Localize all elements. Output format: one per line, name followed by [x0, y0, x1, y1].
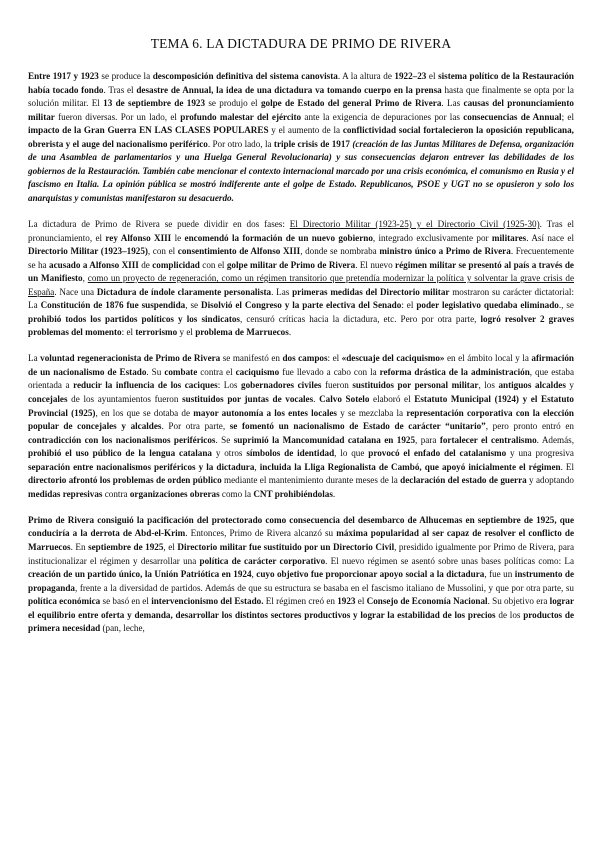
text-run: . Se [215, 434, 234, 445]
text-run: con el [199, 259, 227, 270]
text-run: , que estaba orientada a [28, 366, 575, 391]
text-run: «descuaje del caciquismo» [341, 353, 445, 364]
text-run: ., se [558, 300, 574, 311]
text-run: organizaciones obreras [129, 488, 220, 499]
text-run: se produjo el [205, 98, 261, 109]
text-run: como un proyecto de regeneración, como un régimen transitorio que pretendía modernizar la política y solventar la grave crisis de España [28, 273, 574, 297]
text-run: El régimen creó en [263, 596, 338, 607]
text-run: sustituidos por juntas de vocales [182, 394, 314, 405]
text-run: impacto de la Gran Guerra EN LAS CLASES POPULARES [28, 125, 269, 136]
text-run: La [28, 353, 41, 364]
text-run: . Entonces, Primo de Rivera alcanzó su [185, 528, 337, 539]
text-run: Dictadura de índole claramente personalista [96, 286, 272, 297]
document-body [28, 70, 574, 636]
text-run: afirmación de un nacionalismo de Estado [28, 353, 574, 377]
paragraph-3 [28, 352, 574, 501]
text-run: (creación de las Juntas Militares de Defensa, organización de una Asamblea de parlamentarios y una Huelga General Revolucionaria) [28, 138, 574, 163]
text-run: se produce la [98, 71, 153, 81]
text-run: dos campos [282, 353, 328, 364]
text-run: . Las [441, 98, 464, 109]
text-run: , integrado exclusivamente por [372, 232, 492, 243]
text-run: incluida la Lliga Regionalista de Cambó, que apoyó inicialmente el régimen [259, 461, 561, 472]
text-run: . El [560, 461, 575, 472]
text-run: . Por otro lado, la [207, 138, 274, 149]
text-run: ; el [561, 111, 574, 122]
text-run: , para [415, 434, 440, 445]
text-run: 13 de septiembre de 1923 [103, 98, 206, 109]
text-run: gobernadores civiles [241, 380, 322, 391]
text-run: , [82, 273, 88, 284]
text-run: septiembre de 1925 [88, 542, 164, 552]
text-run: profundo malestar del ejército [180, 111, 302, 122]
text-run: se manifestó en [220, 353, 283, 364]
text-run: ministro único a Primo de Rivera [379, 246, 511, 257]
text-run: representación corporativa con la elección popular de concejales y alcaldes [28, 407, 574, 432]
text-run: , los [478, 380, 499, 391]
text-run: Directorio militar fue sustituido por un Directorio Civil [177, 542, 395, 552]
text-run: acusado a Alfonso XIII [49, 259, 139, 270]
text-run: prohibió todos los partidos políticos y los sindicatos [28, 313, 240, 324]
text-run: , censuró críticas hacia la dictadura, etc. Pero por otra parte, [239, 313, 481, 324]
text-run: y una progresiva [506, 448, 574, 459]
text-run: medidas represivas [28, 488, 103, 499]
text-run: . Las [271, 286, 293, 297]
text-run: , en los que se dotaba de [95, 407, 194, 418]
text-run: . Su objetivo era [487, 596, 550, 607]
text-run: . Por otra parte, [161, 421, 230, 432]
text-run: suprimió [233, 434, 269, 445]
page-title: TEMA 6. LA DICTADURA DE PRIMO DE RIVERA [150, 36, 452, 51]
text-run: régimen militar se presentó al país a través de un Manifiesto [28, 259, 574, 284]
text-run: y otros [211, 448, 247, 459]
text-run: : el [401, 300, 417, 311]
text-run: elaboró el [369, 394, 415, 405]
text-run: contradicción con los nacionalismos periféricos [28, 434, 216, 445]
text-run: conflictividad social fortalecieron la oposición republicana, obrerista y el auge del nacionalismo periférico [28, 125, 574, 149]
text-run: se basó en el [100, 596, 152, 607]
text-run: política de carácter corporativo [199, 555, 326, 566]
text-run: ante la exigencia de depuraciones por las [301, 111, 464, 122]
text-run: . Así nace el [526, 232, 574, 243]
paragraph-2 [28, 218, 574, 340]
text-run: El Directorio Militar (1923-25) y el Directorio Civil (1925-30) [289, 218, 540, 229]
text-run: : el [121, 327, 136, 338]
text-run: cuyo objetivo fue proporcionar apoyo social a la dictadura [256, 569, 485, 580]
text-run: golpe militar de Primo de Rivera [226, 259, 356, 270]
text-run: complicidad [152, 259, 200, 270]
text-run: se fomentó un nacionalismo de Estado de carácter “unitario” [229, 421, 486, 432]
text-run: . El nuevo [355, 259, 396, 270]
text-run: y adoptando [526, 475, 574, 486]
text-run: consecuencias de Annual [463, 111, 562, 122]
text-run: declaración del estado de guerra [400, 475, 527, 486]
text-run: Constitución de 1876 fue suspendida [40, 300, 186, 311]
text-run: y el Estatuto Provincial (1925) [28, 394, 574, 418]
text-run: problema de Marruecos [195, 327, 289, 338]
text-run: , [251, 569, 257, 580]
text-run: , pero pronto entró en [485, 421, 574, 432]
text-run: La dictadura de Primo de Rivera se puede dividir en dos fases: [28, 218, 290, 229]
text-run: reforma drástica de la administración [379, 366, 530, 377]
text-run: fue llevado a cabo con la [279, 366, 380, 377]
text-run: fueron diversas. Por un lado, el [54, 111, 181, 122]
text-run: provocó el enfado del catalanismo [368, 448, 507, 459]
text-run: y sus consecuencias dejaron entrever las debilidades de los gobiernos de la Restauración. También cabe mencionar el contexto internacional marcado por una crisis económica, el comunismo en Rusia y el fascismo en Italia. La opinión pública se mostró indiferente ante el golpe de Estado. Republicanos, PSOE y UGT no se opusieron y solo los anarquistas y comunistas manifestaron su desacuerdo. [28, 152, 575, 203]
text-run: militares [491, 232, 527, 243]
text-run: de los ayuntamientos fueron [67, 394, 183, 405]
text-run: . Tras el [103, 84, 137, 95]
text-run: instrumento de propaganda [28, 569, 575, 593]
text-run: le [171, 232, 185, 243]
text-run: 1922–23 [394, 71, 427, 81]
text-run: mostraron su carácter dictatorial: La [28, 286, 574, 311]
text-run: fueron [321, 380, 353, 391]
text-run: Disolvió el Congreso y la parte electiva del Senado [201, 300, 402, 311]
text-run: , con el [147, 246, 178, 257]
text-run: creación de un partido único, la Unión Patriótica en 1924 [28, 569, 252, 580]
text-run: , se [185, 300, 201, 311]
text-run: . Su [146, 366, 165, 377]
text-run: primeras medidas del Directorio militar [292, 286, 450, 297]
text-run: , lo que [334, 448, 369, 459]
text-run: . Tras el pronunciamiento, el [28, 218, 574, 243]
text-run: prohibió el uso público de la lengua catalana [28, 448, 212, 459]
text-run: mediante el mantenimiento durante meses de la [221, 475, 401, 486]
text-run: separación entre nacionalismos periféricos y la dictadura [28, 461, 255, 472]
paragraph-4 [28, 514, 574, 636]
paragraph-1 [28, 70, 574, 205]
text-run: , [254, 461, 260, 472]
text-run: combate [164, 366, 198, 377]
text-run: Calvo Sotelo [319, 394, 370, 405]
text-run: . [313, 394, 320, 405]
text-run: . Además, [536, 434, 575, 445]
text-run: caciquismo [235, 366, 280, 377]
text-run: sustituidos por personal militar [352, 380, 479, 391]
text-run: reducir la influencia de los caciques [73, 380, 218, 391]
text-run: en el ámbito local y la [444, 353, 532, 364]
text-run: descomposición definitiva del sistema canovista [152, 71, 338, 81]
text-run: y el aumento de la [268, 125, 343, 136]
text-run: triple crisis de 1917 [273, 138, 350, 149]
text-run: la Mancomunidad catalana en 1925 [272, 434, 416, 445]
text-run: Entre 1917 y 1923 [28, 71, 99, 81]
text-run: Directorio Militar (1923–1925) [28, 246, 148, 257]
text-run: logró resolver 2 graves problemas del momento [28, 313, 575, 338]
text-run: desastre de Annual, la idea de una dictadura va tomando cuerpo en la prensa [136, 84, 442, 95]
text-run: Primo de Rivera consiguió la pacificación del protectorado como consecuencia del desembarco de Alhucemas en septiembre de 1925, que conduciría a la derrota de Abd-el-Krim [28, 514, 574, 539]
text-run: de los [495, 609, 524, 620]
text-run: CNT prohibiéndolas [253, 488, 333, 499]
text-run: intervencionismo del Estado. [151, 596, 264, 607]
text-run: golpe de Estado del general Primo de Rivera [260, 98, 442, 109]
text-run: contra [102, 488, 130, 499]
text-run: Consejo de Economía Nacional [366, 596, 488, 607]
text-run: , frente a la diversidad de partidos. Además de que su estructura se basaba en el fascismo italiano de Mussolini, y que por otra parte, su [75, 582, 574, 593]
text-run: . Nace una [54, 286, 97, 297]
text-run: directorio afrontó los problemas de orden público [28, 475, 222, 486]
text-run: voluntad regeneracionista de Primo de Rivera [40, 353, 221, 364]
text-run: concejales [28, 394, 68, 405]
text-run: , fue un [484, 569, 515, 580]
text-run: rey Alfonso XIII [105, 232, 172, 243]
text-run: hasta que finalmente se opta por la solución militar. El [28, 84, 574, 109]
text-run: y [565, 380, 574, 391]
text-run: . El nuevo régimen se asentó sobre unas bases políticas como: La [325, 555, 574, 566]
text-run: productos de primera necesidad [28, 609, 574, 634]
text-run: sistema político de la Restauración había tocado fondo [28, 71, 574, 95]
text-run: mayor autonomía a los entes locales [193, 407, 337, 418]
text-run: encomendó la formación de un nuevo gobierno [184, 232, 373, 243]
text-run: . A la altura de [337, 71, 395, 81]
text-run: . Frecuentemente se ha [28, 246, 574, 270]
text-run: máxima popularidad al ser capaz de resolver el conflicto de Marruecos [28, 528, 575, 552]
text-run: y se mezclaba la [336, 407, 407, 418]
text-run: de [138, 259, 153, 270]
text-run: fortalecer el centralismo [439, 434, 537, 445]
text-run: . [332, 488, 336, 499]
text-run: poder legislativo quedaba eliminado [416, 300, 559, 311]
text-run: antiguos alcaldes [498, 380, 566, 391]
text-run: contra el [197, 366, 236, 377]
text-run: . [288, 327, 292, 338]
text-run: causas del pronunciamiento militar [28, 98, 574, 122]
text-run: , el [163, 542, 178, 552]
text-run: Estatuto Municipal (1924) [414, 394, 519, 405]
text-run: el [426, 71, 439, 81]
text-run: símbolos de identidad [246, 448, 335, 459]
text-run: el [355, 596, 367, 607]
text-run: : el [327, 353, 342, 364]
text-run: , presidido igualmente por Primo de Rivera, para institucionalizar el régimen y desarrollar una [28, 542, 575, 566]
text-run: : Los [217, 380, 242, 391]
text-run: (pan, leche, [100, 623, 145, 634]
text-run: 1923 [337, 596, 356, 607]
text-run: , donde se nombraba [300, 246, 380, 257]
text-run: . En [70, 542, 89, 552]
text-run: política económica [28, 596, 101, 607]
text-run: y el [177, 327, 196, 338]
text-run: lograr el equilibrio entre oferta y demanda, desarrollar los distintos sectores productivos y lograr la estabilidad de los precios [28, 596, 574, 620]
text-run: terrorismo [135, 327, 178, 338]
text-run: como la [219, 488, 254, 499]
text-run: consentimiento de Alfonso XIII [177, 246, 301, 257]
